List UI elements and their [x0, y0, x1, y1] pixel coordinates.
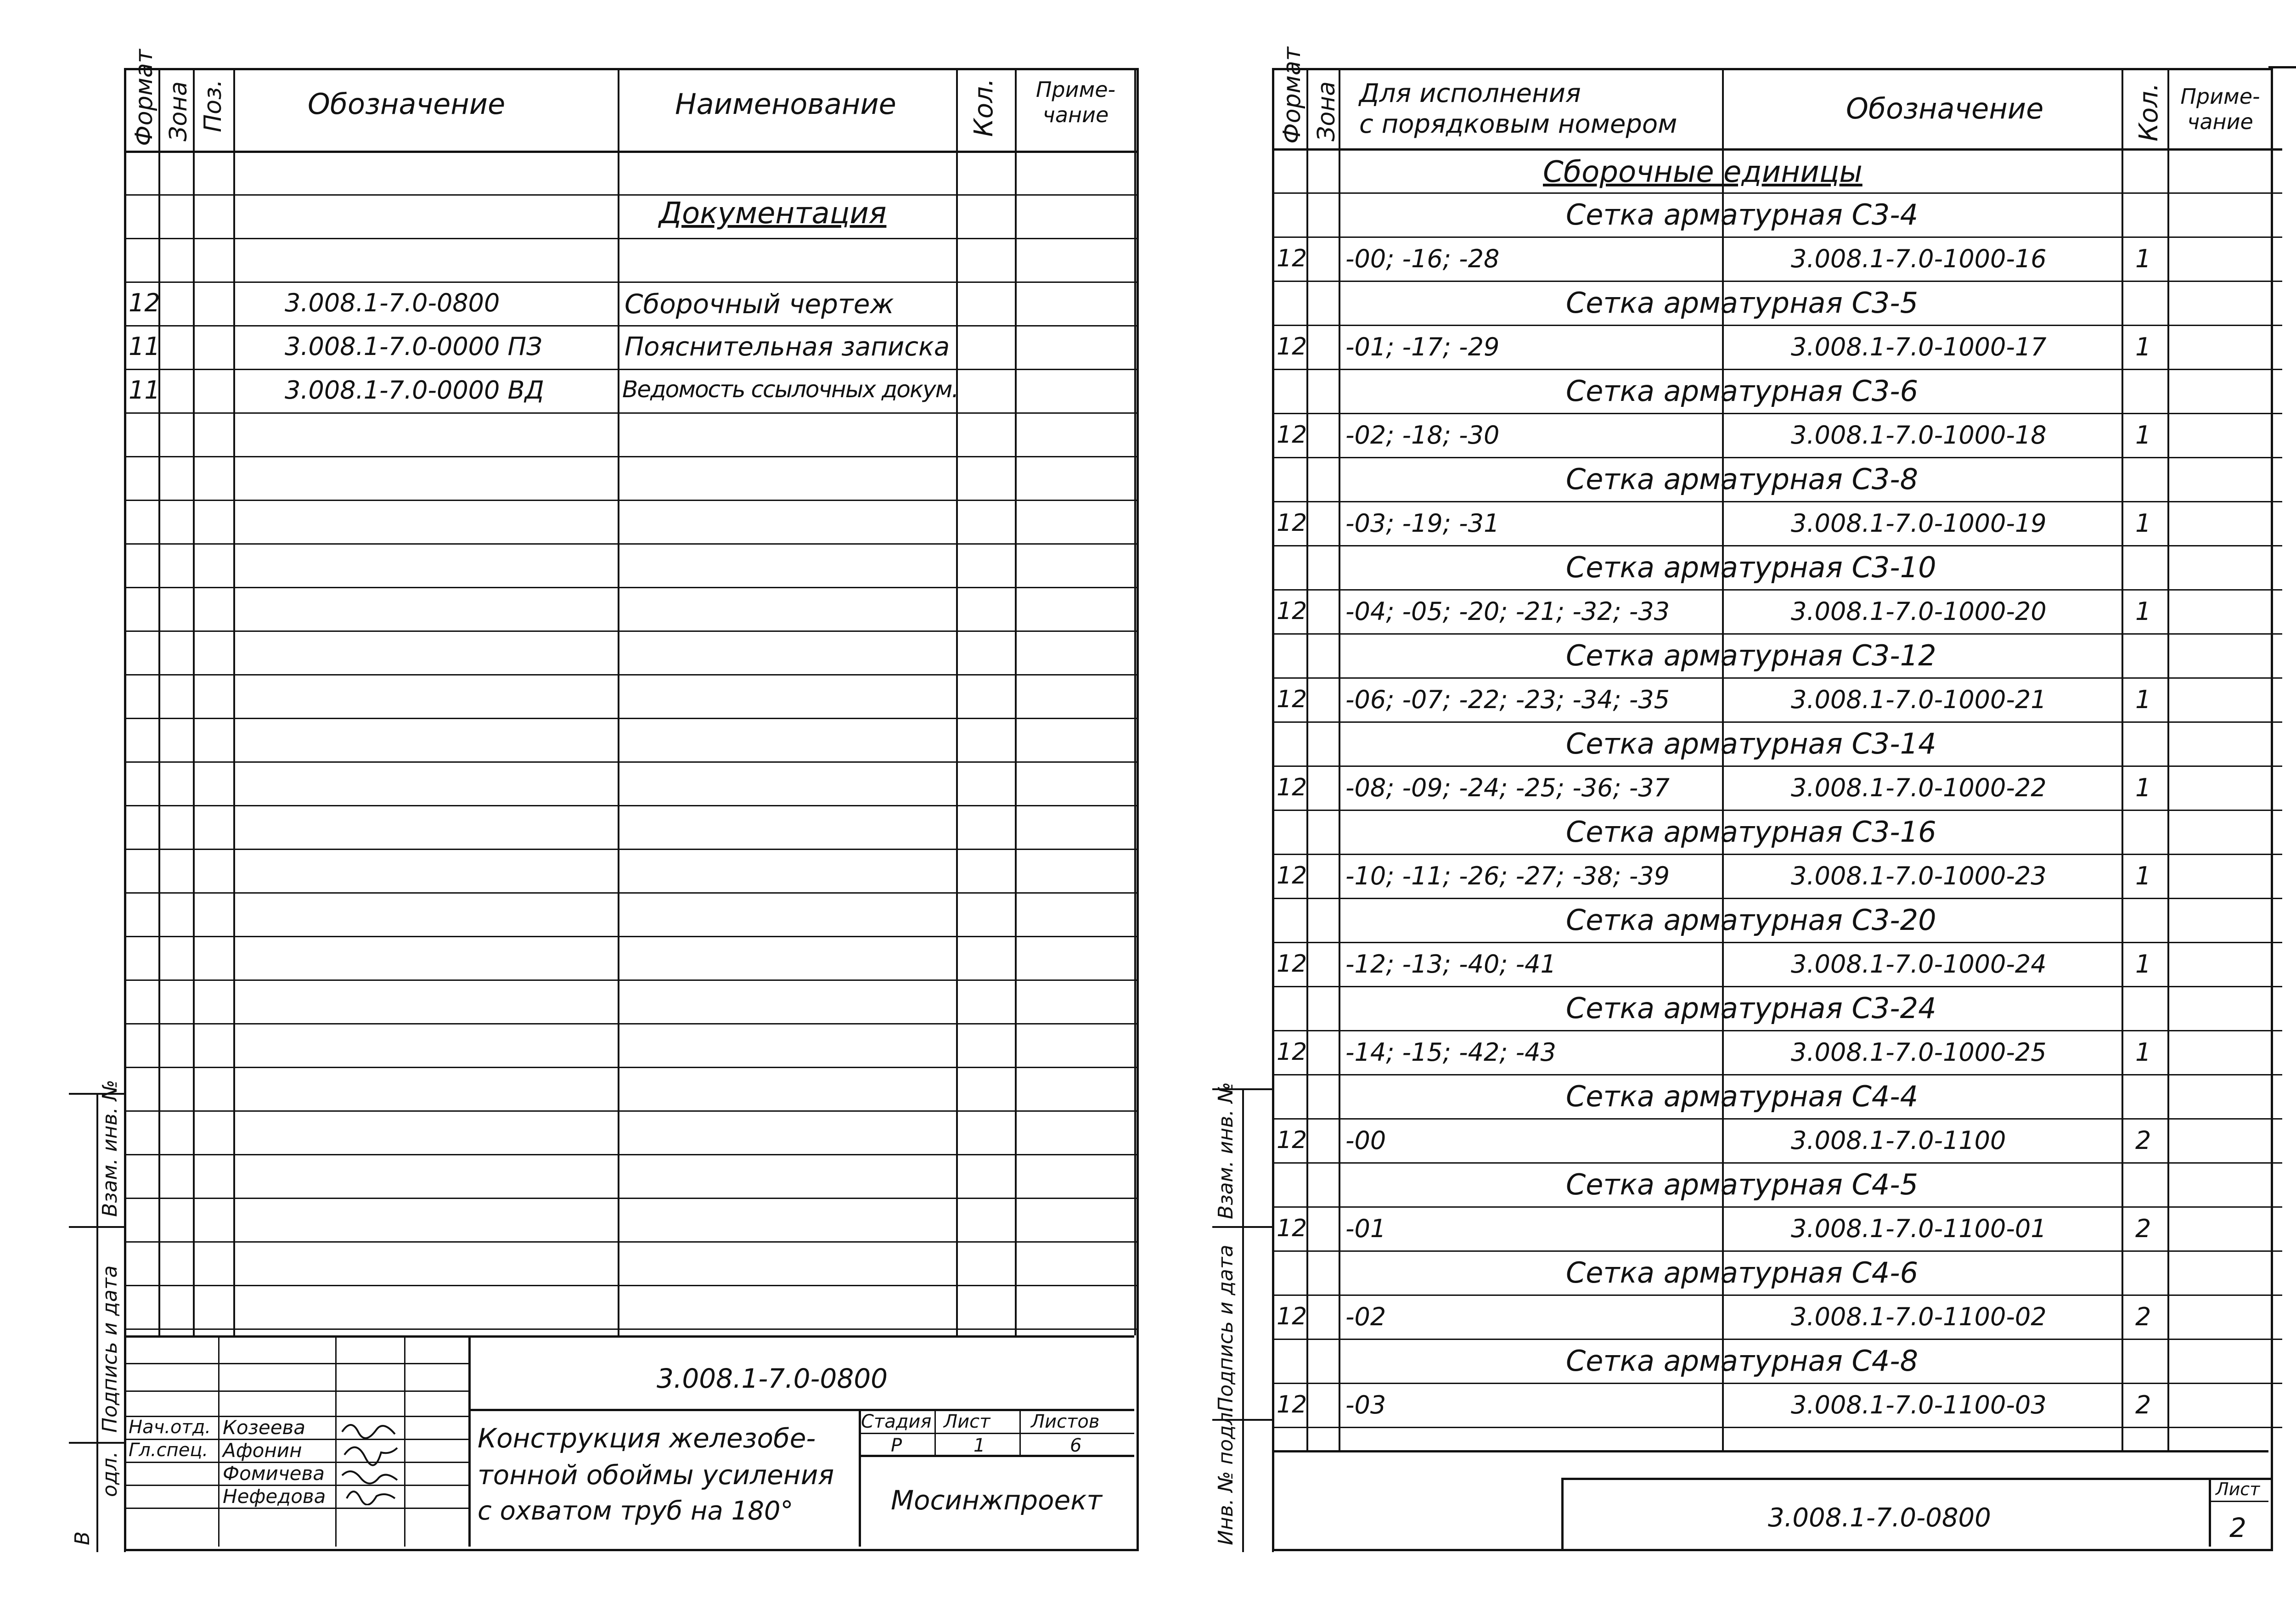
doc-row-3-name: Ведомость ссылочных докум.	[622, 376, 958, 403]
right-row-line	[1272, 765, 2282, 767]
doc-row-1-format: 12	[129, 288, 160, 317]
row-designation: 3.008.1-7.0-1000-21	[1791, 685, 2047, 714]
margin-left-label: В	[71, 1531, 94, 1545]
row-format: 12	[1277, 1126, 1307, 1154]
r-header-format: Формат	[1278, 47, 1306, 144]
row-format: 12	[1277, 1215, 1307, 1242]
row-format: 12	[1277, 774, 1307, 801]
row-qty: 1	[2135, 861, 2151, 890]
row-format: 12	[1277, 509, 1307, 537]
r-sheet-label: Лист	[2216, 1479, 2260, 1499]
margin-sign-label: Подпись и дата	[98, 1265, 122, 1433]
doc-row-1-designation: 3.008.1-7.0-0800	[285, 288, 500, 317]
row-qty: 2	[2135, 1302, 2151, 1331]
margin-inv-label: Взам. инв. №	[98, 1080, 122, 1217]
r-header-note: Приме- чание	[2180, 84, 2260, 135]
row-qty: 1	[2135, 332, 2151, 361]
section-assembly-units: Сборочные единицы	[1543, 155, 1863, 189]
title-line-2: тонной обоймы усиления	[478, 1459, 834, 1491]
row-qty: 2	[2135, 1214, 2151, 1243]
row-versions: -12; -13; -40; -41	[1345, 950, 1556, 979]
row-versions: -04; -05; -20; -21; -32; -33	[1345, 597, 1670, 626]
sheets-label: Листов	[1031, 1411, 1100, 1432]
left-row-line	[124, 1285, 1139, 1286]
person-1-role: Нач.отд.	[129, 1417, 211, 1438]
row-format: 12	[1277, 1391, 1307, 1418]
left-row-line	[124, 761, 1139, 763]
group-title: Сетка арматурная С4-6	[1566, 1256, 1919, 1289]
row-format: 12	[1277, 686, 1307, 713]
doc-row-2-format: 11	[129, 332, 160, 361]
row-designation: 3.008.1-7.0-1000-17	[1791, 332, 2047, 361]
right-row-line	[1272, 545, 2282, 546]
r-margin-inv-label: Взам. инв. №	[1214, 1082, 1238, 1219]
group-title: Сетка арматурная С3-12	[1566, 639, 1936, 672]
row-versions: -01; -17; -29	[1345, 332, 1500, 361]
row-qty: 1	[2135, 421, 2151, 450]
left-row-line	[124, 979, 1139, 981]
doc-row-2-designation: 3.008.1-7.0-0000 ПЗ	[285, 332, 542, 361]
title-line-3: с охватом труб на 180°	[478, 1496, 793, 1526]
right-row-line	[1272, 1250, 2282, 1252]
row-designation: 3.008.1-7.0-1000-23	[1791, 861, 2047, 890]
left-spec-grid	[124, 68, 1139, 1335]
row-qty: 1	[2135, 1038, 2151, 1067]
group-title: Сетка арматурная С3-4	[1566, 198, 1919, 231]
right-row-line	[1272, 325, 2282, 326]
right-row-line	[1272, 898, 2282, 899]
left-row-line	[124, 630, 1139, 632]
right-row-line	[1272, 589, 2282, 591]
r-margin-orig-label: Инв. № подл.	[1214, 1406, 1238, 1545]
stage-label: Стадия	[861, 1411, 932, 1432]
row-qty: 1	[2135, 509, 2151, 538]
r-title-code: 3.008.1-7.0-0800	[1768, 1503, 1991, 1533]
group-title: Сетка арматурная С3-20	[1566, 903, 1936, 937]
row-versions: -03	[1345, 1390, 1386, 1419]
stage-value: Р	[891, 1435, 902, 1456]
header-name: Наименование	[675, 87, 896, 121]
header-note: Приме- чание	[1035, 77, 1116, 128]
doc-row-1-name: Сборочный чертеж	[625, 288, 894, 320]
header-designation: Обозначение	[308, 87, 506, 121]
row-designation: 3.008.1-7.0-1000-16	[1791, 244, 2047, 273]
header-pos: Поз.	[199, 79, 227, 132]
r-margin-sign-label: Подпись и дата	[1214, 1244, 1238, 1412]
row-versions: -08; -09; -24; -25; -36; -37	[1345, 773, 1670, 802]
row-format: 12	[1277, 597, 1307, 625]
right-row-line	[1272, 281, 2282, 282]
row-designation: 3.008.1-7.0-1000-24	[1791, 950, 2047, 979]
left-row-line	[124, 805, 1139, 806]
row-designation: 3.008.1-7.0-1000-25	[1791, 1038, 2047, 1067]
right-row-line	[1272, 1030, 2282, 1031]
r-header-version: Для исполнения с порядковым номером	[1359, 79, 1677, 140]
left-sheet	[124, 49, 1139, 1551]
row-qty: 1	[2135, 950, 2151, 979]
left-row-line	[124, 718, 1139, 719]
signatures	[338, 1418, 402, 1505]
right-row-line	[1272, 810, 2282, 811]
left-margin-stamp	[69, 1080, 126, 1552]
left-row-line	[124, 325, 1139, 326]
left-row-line	[124, 1241, 1139, 1243]
right-row-line	[1272, 192, 2282, 194]
right-row-line	[1272, 942, 2282, 943]
right-row-line	[1272, 721, 2282, 723]
row-format: 12	[1277, 245, 1307, 272]
left-row-line	[124, 194, 1139, 196]
left-row-line	[124, 1328, 1139, 1330]
row-versions: -02	[1345, 1302, 1386, 1331]
margin-orig-label: одл.	[98, 1451, 122, 1497]
row-qty: 1	[2135, 244, 2151, 273]
right-row-line	[1272, 854, 2282, 855]
row-format: 12	[1277, 333, 1307, 360]
right-title-block	[1272, 1450, 2268, 1547]
left-row-line	[124, 674, 1139, 675]
r-sheet-value: 2	[2229, 1512, 2246, 1543]
right-row-line	[1272, 986, 2282, 987]
right-margin-stamp	[1212, 1082, 1274, 1552]
right-row-line	[1272, 677, 2282, 679]
left-row-line	[124, 500, 1139, 501]
title-line-1: Конструкция железобе-	[478, 1423, 816, 1454]
left-row-line	[124, 1067, 1139, 1068]
person-1-name: Козеева	[223, 1416, 306, 1439]
group-title: Сетка арматурная С3-6	[1566, 374, 1919, 408]
row-versions: -01	[1345, 1214, 1386, 1243]
right-row-line	[1272, 457, 2282, 458]
row-versions: -03; -19; -31	[1345, 509, 1500, 538]
header-format: Формат	[130, 49, 158, 146]
row-qty: 1	[2135, 773, 2151, 802]
right-row-line	[1272, 413, 2282, 414]
group-title: Сетка арматурная С3-24	[1566, 991, 1936, 1025]
group-title: Сетка арматурная С4-4	[1566, 1080, 1919, 1113]
row-designation: 3.008.1-7.0-1100-03	[1791, 1390, 2047, 1419]
right-row-line	[1272, 1206, 2282, 1208]
right-row-line	[1272, 1162, 2282, 1164]
right-row-line	[1272, 1383, 2282, 1384]
left-row-line	[124, 456, 1139, 457]
row-designation: 3.008.1-7.0-1000-20	[1791, 597, 2047, 626]
right-row-line	[1272, 369, 2282, 370]
row-format: 12	[1277, 1038, 1307, 1066]
row-designation: 3.008.1-7.0-1000-19	[1791, 509, 2047, 538]
doc-row-2-name: Пояснительная записка	[625, 332, 950, 362]
group-title: Сетка арматурная С3-10	[1566, 551, 1936, 584]
right-row-line	[1272, 1074, 2282, 1075]
person-3-name: Фомичева	[223, 1462, 325, 1485]
section-documentation: Документация	[659, 197, 887, 231]
person-2-name: Афонин	[223, 1439, 302, 1462]
row-qty: 2	[2135, 1126, 2151, 1155]
sheet-label: Лист	[944, 1411, 990, 1432]
r-header-designation: Обозначение	[1846, 92, 2044, 125]
left-row-line	[124, 1110, 1139, 1112]
row-qty: 1	[2135, 597, 2151, 626]
row-format: 12	[1277, 862, 1307, 889]
row-designation: 3.008.1-7.0-1100-01	[1791, 1214, 2047, 1243]
right-row-line	[1272, 501, 2282, 502]
left-row-line	[124, 543, 1139, 545]
left-row-line	[124, 1198, 1139, 1199]
row-format: 12	[1277, 1303, 1307, 1330]
right-row-line	[1272, 633, 2282, 635]
row-qty: 2	[2135, 1390, 2151, 1419]
r-header-qty: Кол.	[2134, 83, 2164, 141]
row-versions: -14; -15; -42; -43	[1345, 1038, 1556, 1067]
right-row-line	[1272, 236, 2282, 238]
row-designation: 3.008.1-7.0-1000-22	[1791, 773, 2047, 802]
row-versions: -06; -07; -22; -23; -34; -35	[1345, 685, 1670, 714]
header-qty: Кол.	[969, 78, 999, 137]
row-versions: -00; -16; -28	[1345, 244, 1500, 273]
row-versions: -02; -18; -30	[1345, 421, 1500, 450]
row-versions: -00	[1345, 1126, 1386, 1155]
left-row-line	[124, 587, 1139, 588]
row-designation: 3.008.1-7.0-1100	[1791, 1126, 2006, 1155]
right-row-line	[1272, 1427, 2282, 1428]
left-row-line	[124, 892, 1139, 894]
group-title: Сетка арматурная С4-8	[1566, 1344, 1919, 1378]
person-2-role: Гл.спец.	[129, 1440, 208, 1461]
left-row-line	[124, 1023, 1139, 1024]
doc-row-3-format: 11	[129, 376, 160, 405]
row-designation: 3.008.1-7.0-1100-02	[1791, 1302, 2047, 1331]
title-code: 3.008.1-7.0-0800	[657, 1363, 888, 1394]
right-sheet	[1272, 47, 2282, 1551]
row-designation: 3.008.1-7.0-1000-18	[1791, 421, 2047, 450]
left-row-line	[124, 1154, 1139, 1155]
group-title: Сетка арматурная С3-16	[1566, 815, 1936, 849]
group-title: Сетка арматурная С3-14	[1566, 727, 1936, 760]
left-row-line	[124, 281, 1139, 283]
sheet-value: 1	[974, 1435, 985, 1456]
left-row-line	[124, 936, 1139, 937]
right-row-line	[1272, 1339, 2282, 1340]
group-title: Сетка арматурная С4-5	[1566, 1168, 1919, 1201]
row-versions: -10; -11; -26; -27; -38; -39	[1345, 861, 1670, 890]
left-row-line	[124, 849, 1139, 850]
sheets-value: 6	[1070, 1435, 1082, 1456]
doc-row-3-designation: 3.008.1-7.0-0000 ВД	[285, 376, 544, 405]
left-row-line	[124, 238, 1139, 239]
row-format: 12	[1277, 421, 1307, 449]
r-header-zone: Зона	[1313, 81, 1340, 141]
left-title-block	[124, 1335, 1134, 1547]
left-row-line	[124, 369, 1139, 370]
header-zone: Зона	[165, 81, 192, 141]
right-row-line	[1272, 1118, 2282, 1120]
right-row-line	[1272, 1294, 2282, 1296]
group-title: Сетка арматурная С3-8	[1566, 462, 1919, 496]
row-qty: 1	[2135, 685, 2151, 714]
row-format: 12	[1277, 950, 1307, 978]
organization: Мосинжпроект	[891, 1485, 1103, 1516]
left-row-line	[124, 412, 1139, 414]
group-title: Сетка арматурная С3-5	[1566, 286, 1919, 320]
person-4-name: Нефедова	[223, 1485, 326, 1508]
